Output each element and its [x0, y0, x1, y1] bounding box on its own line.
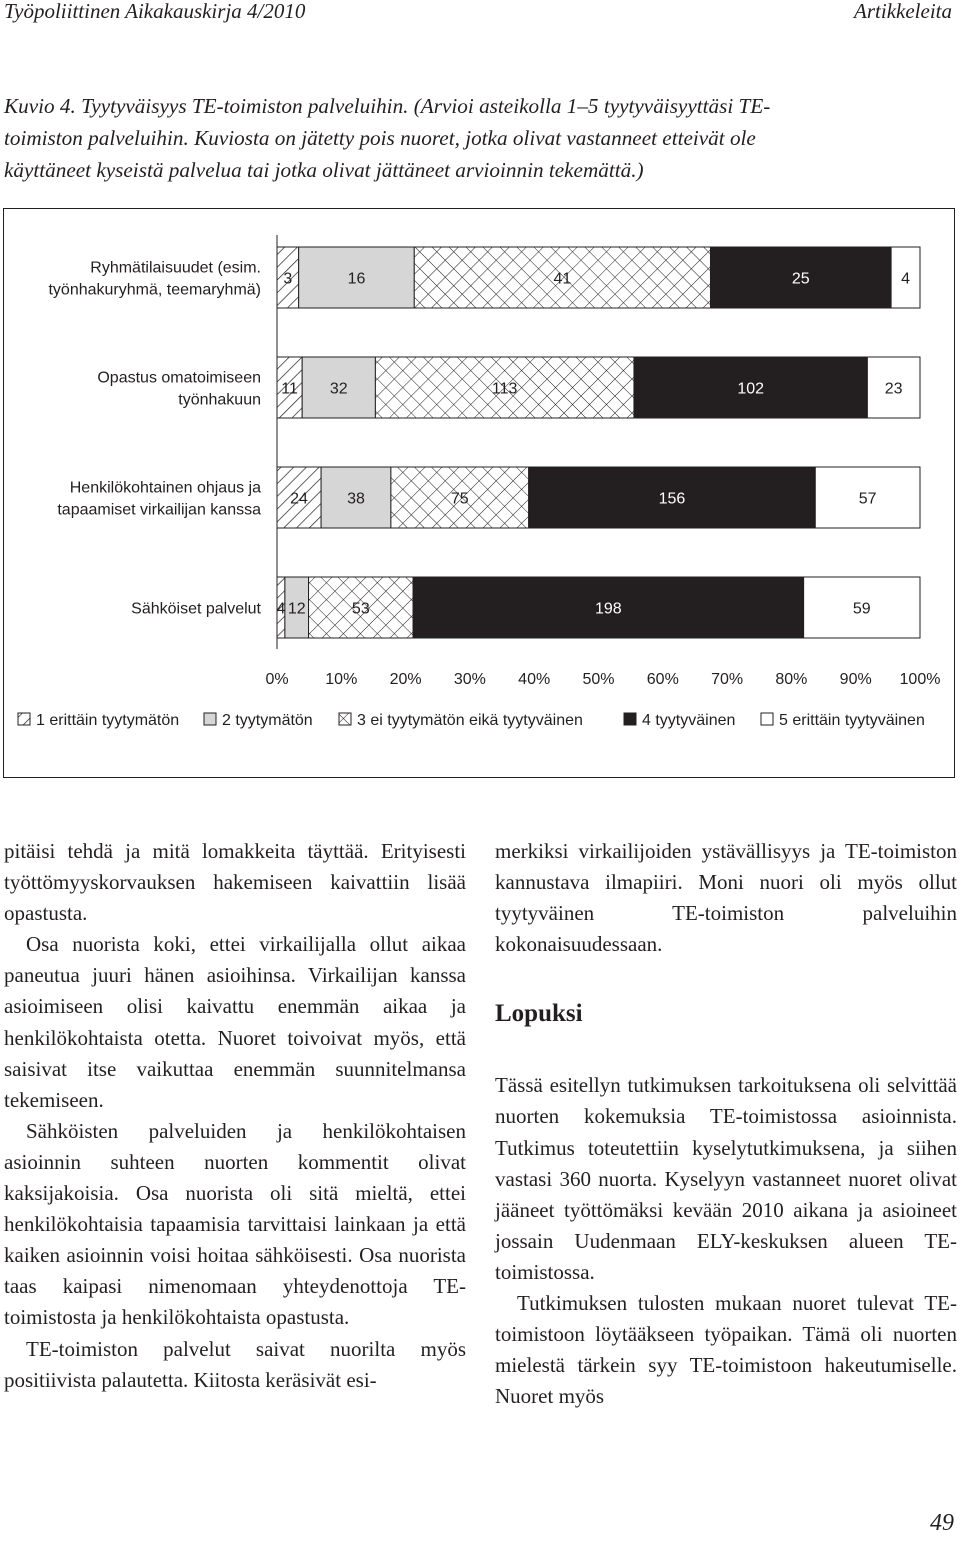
category-label: Opastus omatoimiseen [97, 369, 261, 387]
data-label: 41 [553, 270, 572, 288]
category-label: Henkilökohtainen ohjaus ja [69, 479, 261, 497]
data-label: 156 [658, 490, 686, 508]
tick-label: 80% [775, 671, 808, 688]
data-label: 59 [852, 600, 871, 618]
data-label: 38 [347, 490, 365, 508]
tick-label: 20% [389, 671, 422, 688]
paragraph: Tutkimuksen tulosten mukaan nuoret tulevat TE-toimistoon löytääkseen työpaikan. Tämä oli nuorten mielestä tärkein syy TE-toimistoon hakeutumiselle. Nuoret myös [495, 1291, 957, 1409]
chart-frame [3, 208, 955, 778]
text-column-left [4, 836, 466, 1396]
tick-label: 60% [646, 671, 679, 688]
category-label: työnhakuryhmä, teemaryhmä) [48, 281, 261, 299]
legend-swatch [761, 713, 773, 725]
caption-line: käyttäneet kyseistä palvelua tai jotka olivat jättäneet arvioinnin tekemättä.) [4, 158, 644, 182]
data-label: 102 [737, 380, 765, 398]
legend-label: 3 ei tyytymätön eikä tyytyväinen [357, 712, 583, 729]
category-label: tapaamiset virkailijan kanssa [57, 501, 261, 519]
data-label: 3 [283, 270, 293, 288]
data-label: 4 [276, 600, 286, 618]
category-label: Sähköiset palvelut [131, 600, 261, 618]
tick-label: 50% [582, 671, 615, 688]
data-label: 16 [347, 270, 366, 288]
tick-label: 70% [711, 671, 744, 688]
tick-label: 30% [453, 671, 486, 688]
caption-line: toimiston palveluihin. Kuviosta on jätetty pois nuoret, jotka olivat vastanneet etteivät ole [4, 126, 756, 150]
paragraph: merkiksi virkailijoiden ystävällisyys ja TE-toimiston kannustava ilmapiiri. Moni nuori oli myös ollut tyytyväinen TE-toimiston palveluihin kokonaisuudessaan. [495, 839, 957, 957]
legend-swatch [624, 713, 636, 725]
tick-label: 100% [899, 671, 941, 688]
figure-caption [4, 90, 954, 186]
journal-title: Työpoliittinen Aikakauskirja 4/2010 [4, 0, 306, 23]
data-label: 32 [329, 380, 348, 398]
paragraph: pitäisi tehdä ja mitä lomakkeita täyttää. Erityisesti työttömyyskorvauksen hakemiseen kaivattiin lisää opastusta. [4, 839, 466, 926]
tick-label: 40% [518, 671, 551, 688]
legend-label: 2 tyytymätön [222, 712, 313, 729]
stacked-bar-chart [4, 209, 954, 777]
legend-swatch [204, 713, 216, 725]
data-label: 53 [351, 600, 370, 618]
paragraph: Tässä esitellyn tutkimuksen tarkoituksena oli selvittää nuorten kokemuksia TE-toimistossa asioinnista. Tutkimus toteutettiin kyselytutkimuksena, ja siihen vastasi 360 nuorta. Kyselyyn vastanneet nuoret olivat jääneet työttömäksi kevään 2010 aikana ja asioineet jossain Uudenmaan ELY-keskuksen alueen TE-toimistossa. [495, 1073, 957, 1284]
data-label: 198 [595, 600, 622, 618]
data-label: 75 [450, 490, 469, 508]
caption-line: Kuvio 4. Tyytyväisyys TE-toimiston palveluihin. (Arvioi asteikolla 1–5 tyytyväisyyttäsi TE- [4, 94, 771, 118]
paragraph: Sähköisten palveluiden ja henkilökohtaisen asioinnin suhteen nuorten kommentit olivat kaksijakoisia. Osa nuorista oli sitä mieltä, ettei henkilökohtaisia tapaamisia tarvittaisi lainkaan ja että kaiken asioinnin voisi hoitaa sähköisesti. Osa nuorista taas kaipasi nimenomaan yhteydenottoja TE-toimistosta ja henkilökohtaista opastusta. [4, 1118, 466, 1330]
data-label: 25 [791, 270, 810, 288]
data-label: 57 [858, 490, 877, 508]
section-heading: Lopuksi [495, 1000, 583, 1028]
text-column-right [495, 836, 957, 1412]
tick-label: 10% [325, 671, 358, 688]
data-label: 11 [281, 380, 298, 398]
page-number: 49 [930, 1510, 954, 1536]
paragraph: TE-toimiston palvelut saivat nuorilta myös positiivista palautetta. Kiitosta keräsivät esi- [4, 1336, 466, 1392]
legend-label: 5 erittäin tyytyväinen [779, 712, 925, 729]
data-label: 12 [287, 600, 306, 618]
data-label: 113 [491, 380, 518, 398]
category-label: Ryhmätilaisuudet (esim. [90, 259, 261, 277]
category-label: työnhakuun [178, 391, 261, 409]
section-label: Artikkeleita [854, 0, 952, 23]
data-label: 23 [884, 380, 903, 398]
legend-swatch [18, 713, 30, 725]
legend-label: 4 tyytyväinen [642, 712, 736, 729]
data-label: 24 [290, 490, 308, 508]
legend-label: 1 erittäin tyytymätön [36, 712, 180, 729]
legend-swatch [339, 713, 351, 725]
data-label: 4 [901, 270, 911, 288]
paragraph: Osa nuorista koki, ettei virkailijalla ollut aikaa paneutua juuri hänen asioihinsa. Virkailijan kanssa asioimiseen olisi kaivattu enemmän aikaa ja henkilökohtaista otetta. Nuoret toivoivat myös, että saisivat itse vaikuttaa enemmän suunnitelmansa tekemiseen. [4, 932, 466, 1112]
tick-label: 90% [839, 671, 872, 688]
tick-label: 0% [265, 671, 289, 688]
